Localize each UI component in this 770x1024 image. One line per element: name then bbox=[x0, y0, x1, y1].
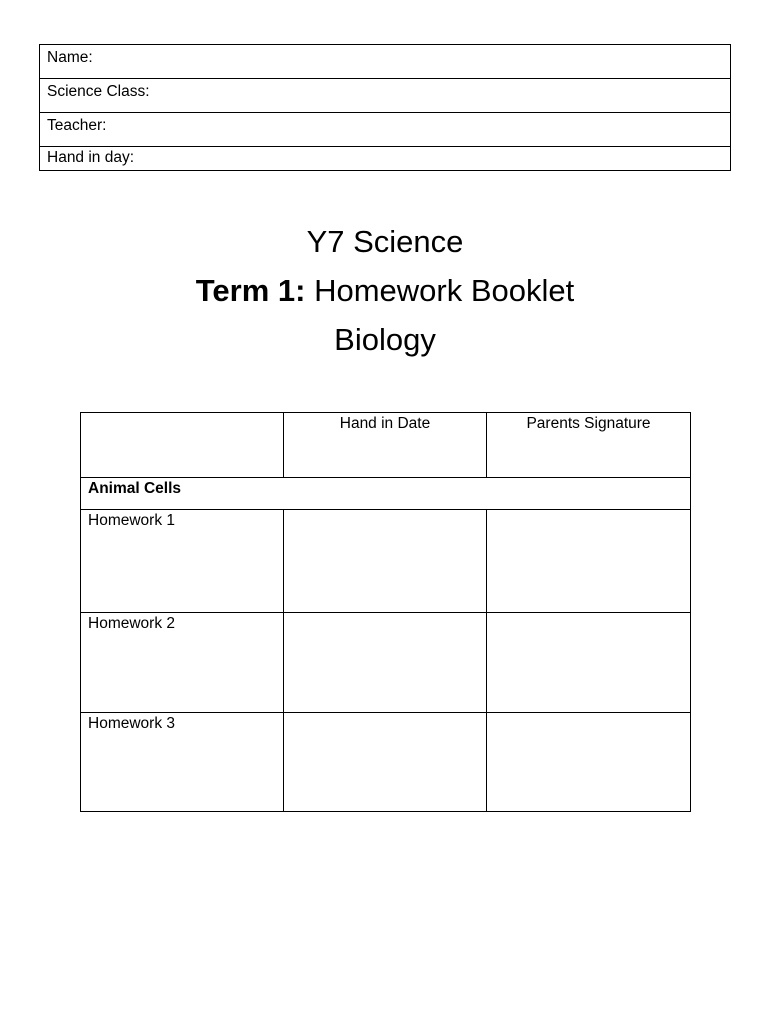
header-hand-in-date: Hand in Date bbox=[284, 413, 487, 478]
term-label: Term 1: bbox=[195, 273, 306, 308]
title-line-2 bbox=[0, 274, 770, 308]
teacher-label: Teacher: bbox=[47, 117, 107, 134]
header-parents-signature: Parents Signature bbox=[487, 413, 691, 478]
name-label: Name: bbox=[47, 49, 93, 66]
homework-3-date-cell[interactable] bbox=[284, 713, 487, 812]
homework-table bbox=[80, 412, 691, 812]
header-empty bbox=[81, 413, 284, 478]
section-animal-cells: Animal Cells bbox=[81, 478, 691, 510]
teacher-field[interactable] bbox=[40, 113, 731, 147]
homework-2-label: Homework 2 bbox=[81, 613, 284, 713]
homework-3-label: Homework 3 bbox=[81, 713, 284, 812]
science-class-label: Science Class: bbox=[47, 83, 150, 100]
homework-3-signature-cell[interactable] bbox=[487, 713, 691, 812]
name-field[interactable] bbox=[40, 45, 731, 79]
section-row bbox=[81, 478, 691, 510]
student-info-table bbox=[39, 44, 731, 171]
homework-2-date-cell[interactable] bbox=[284, 613, 487, 713]
homework-1-label: Homework 1 bbox=[81, 510, 284, 613]
title-line-1: Y7 Science bbox=[306, 224, 464, 259]
table-header-row bbox=[81, 413, 691, 478]
table-row bbox=[81, 510, 691, 613]
booklet-label: Homework Booklet bbox=[305, 273, 575, 308]
homework-2-signature-cell[interactable] bbox=[487, 613, 691, 713]
table-row bbox=[81, 713, 691, 812]
title-line-3: Biology bbox=[334, 322, 436, 357]
homework-1-signature-cell[interactable] bbox=[487, 510, 691, 613]
hand-in-day-label: Hand in day: bbox=[47, 149, 135, 166]
hand-in-day-field[interactable] bbox=[40, 147, 731, 171]
science-class-field[interactable] bbox=[40, 79, 731, 113]
homework-1-date-cell[interactable] bbox=[284, 510, 487, 613]
table-row bbox=[81, 613, 691, 713]
